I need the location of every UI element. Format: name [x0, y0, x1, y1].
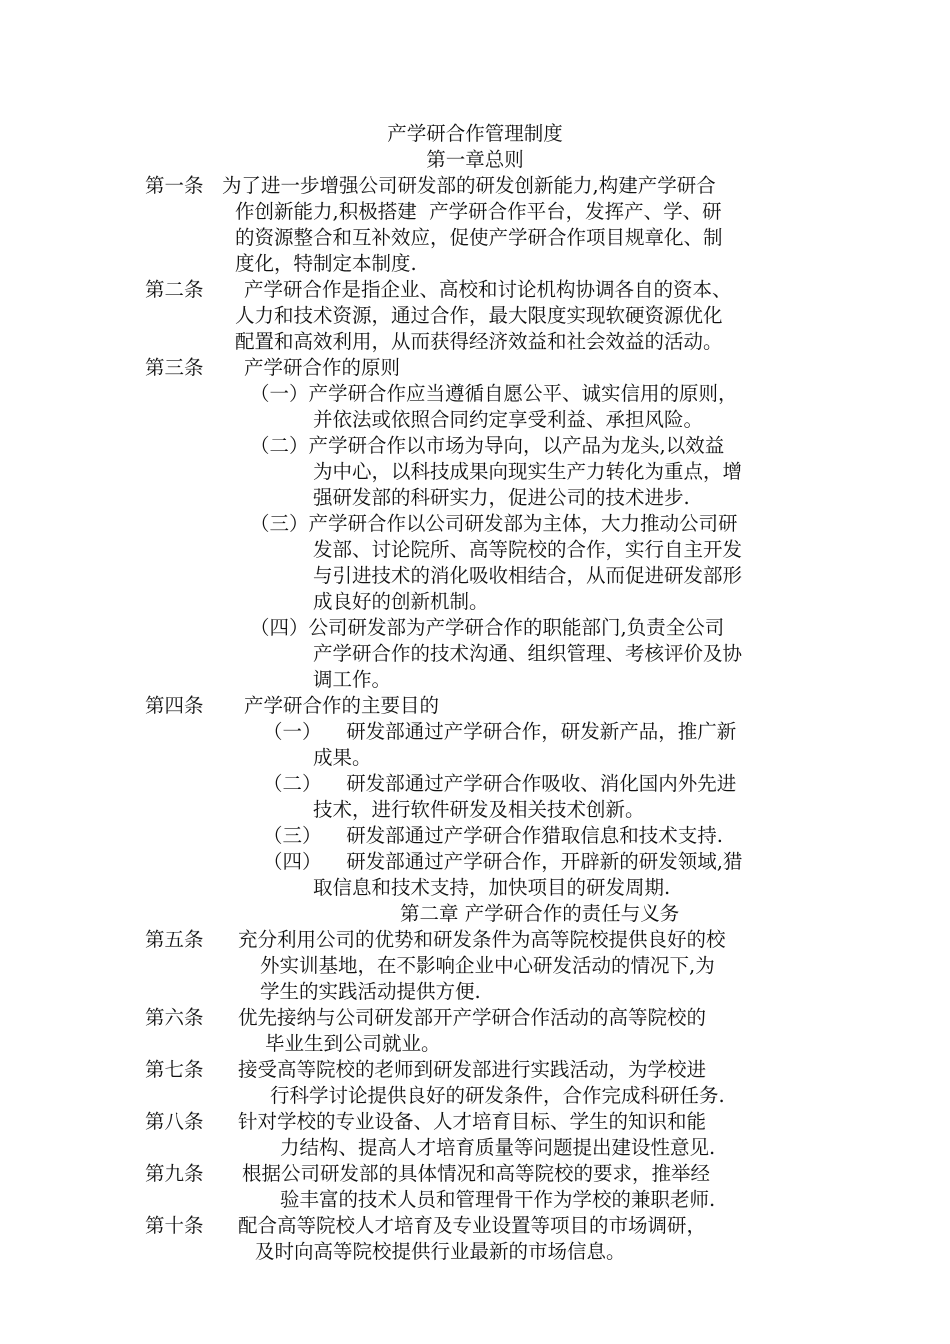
purpose-item-line: 技术，进行软件研发及相关技术创新。	[313, 798, 645, 821]
purpose-item-line: （二） 研发部通过产学研合作吸收、消化国内外先进	[263, 772, 737, 795]
principle-item-line: 发部、讨论院所、高等院校的合作，实行自主开发	[313, 538, 743, 561]
article-3-heading: 产学研合作的原则	[244, 356, 401, 379]
article-9-line: 验丰富的技术人员和管理骨干作为学校的兼职老师.	[280, 1188, 716, 1211]
article-4-heading: 产学研合作的主要目的	[244, 694, 440, 717]
principle-item-line: （四）公司研发部为产学研合作的职能部门,负责全公司	[250, 616, 725, 639]
principle-item-line: 并依法或依照合同约定享受利益、承担风险。	[313, 408, 704, 431]
article-1-line: 度化，特制定本制度.	[235, 252, 417, 275]
article-5-line: 充分利用公司的优势和研发条件为高等院校提供良好的校	[238, 928, 726, 951]
article-7-label: 第七条	[145, 1058, 204, 1081]
article-8-label: 第八条	[145, 1110, 204, 1133]
principle-item-line: 成良好的创新机制。	[313, 590, 489, 613]
principle-item-line: 为中心，以科技成果向现实生产力转化为重点，增	[313, 460, 743, 483]
chapter-2-heading: 第二章 产学研合作的责任与义务	[400, 902, 680, 925]
principle-item-line: 强研发部的科研实力，促进公司的技术进步.	[313, 486, 690, 509]
principle-item-line: 产学研合作的技术沟通、组织管理、考核评价及协	[313, 642, 743, 665]
article-2-label: 第二条	[145, 278, 204, 301]
article-9-line: 根据公司研发部的具体情况和高等院校的要求，推举经	[242, 1162, 711, 1185]
article-6-label: 第六条	[145, 1006, 204, 1029]
article-2-line: 产学研合作是指企业、高校和讨论机构协调各自的资本、	[244, 278, 732, 301]
article-10-label: 第十条	[145, 1214, 204, 1237]
article-2-line: 配置和高效利用，从而获得经济效益和社会效益的活动。	[235, 330, 723, 353]
article-2-line: 人力和技术资源，通过合作，最大限度实现软硬资源优化	[235, 304, 723, 327]
article-1-line: 作创新能力,积极搭建 产学研合作平台，发挥产、学、研	[235, 200, 722, 223]
article-1-line: 的资源整合和互补效应，促使产学研合作项目规章化、制	[235, 226, 723, 249]
article-1-line: 为了进一步增强公司研发部的研发创新能力,构建产学研合	[222, 174, 716, 197]
principle-item-line: 调工作。	[313, 668, 392, 691]
purpose-item-line: （三） 研发部通过产学研合作猎取信息和技术支持.	[263, 824, 723, 847]
article-10-line: 及时向高等院校提供行业最新的市场信息。	[255, 1240, 626, 1263]
article-1-label: 第一条	[145, 174, 204, 197]
article-7-line: 行科学讨论提供良好的研发条件，合作完成科研任务.	[270, 1084, 725, 1107]
principle-item-line: （一）产学研合作应当遵循自愿公平、诚实信用的原则，	[250, 382, 738, 405]
principle-item-line: 与引进技术的消化吸收相结合，从而促进研发部形	[313, 564, 743, 587]
article-5-line: 外实训基地，在不影响企业中心研发活动的情况下,为	[260, 954, 715, 977]
article-9-label: 第九条	[145, 1162, 204, 1185]
article-4-label: 第四条	[145, 694, 204, 717]
article-10-line: 配合高等院校人才培育及专业设置等项目的市场调研，	[238, 1214, 707, 1237]
document-title: 产学研合作管理制度	[387, 122, 563, 145]
chapter-1-heading: 第一章总则	[426, 148, 524, 171]
purpose-item-line: 取信息和技术支持，加快项目的研发周期.	[313, 876, 671, 899]
article-8-line: 力结构、提高人才培育质量等问题提出建设性意见.	[280, 1136, 716, 1159]
principle-item-line: （三）产学研合作以公司研发部为主体，大力推动公司研	[250, 512, 738, 535]
purpose-item-line: 成果。	[313, 746, 372, 769]
article-5-line: 学生的实践活动提供方便.	[260, 980, 481, 1003]
article-7-line: 接受高等院校的老师到研发部进行实践活动，为学校进	[238, 1058, 707, 1081]
principle-item-line: （二）产学研合作以市场为导向，以产品为龙头,以效益	[250, 434, 725, 457]
article-3-label: 第三条	[145, 356, 204, 379]
article-5-label: 第五条	[145, 928, 204, 951]
purpose-item-line: （四） 研发部通过产学研合作，开辟新的研发领域,猎	[263, 850, 743, 873]
article-6-line: 毕业生到公司就业。	[265, 1032, 441, 1055]
article-6-line: 优先接纳与公司研发部开产学研合作活动的高等院校的	[238, 1006, 707, 1029]
article-8-line: 针对学校的专业设备、人才培育目标、学生的知识和能	[238, 1110, 707, 1133]
purpose-item-line: （一） 研发部通过产学研合作，研发新产品，推广新	[263, 720, 737, 743]
